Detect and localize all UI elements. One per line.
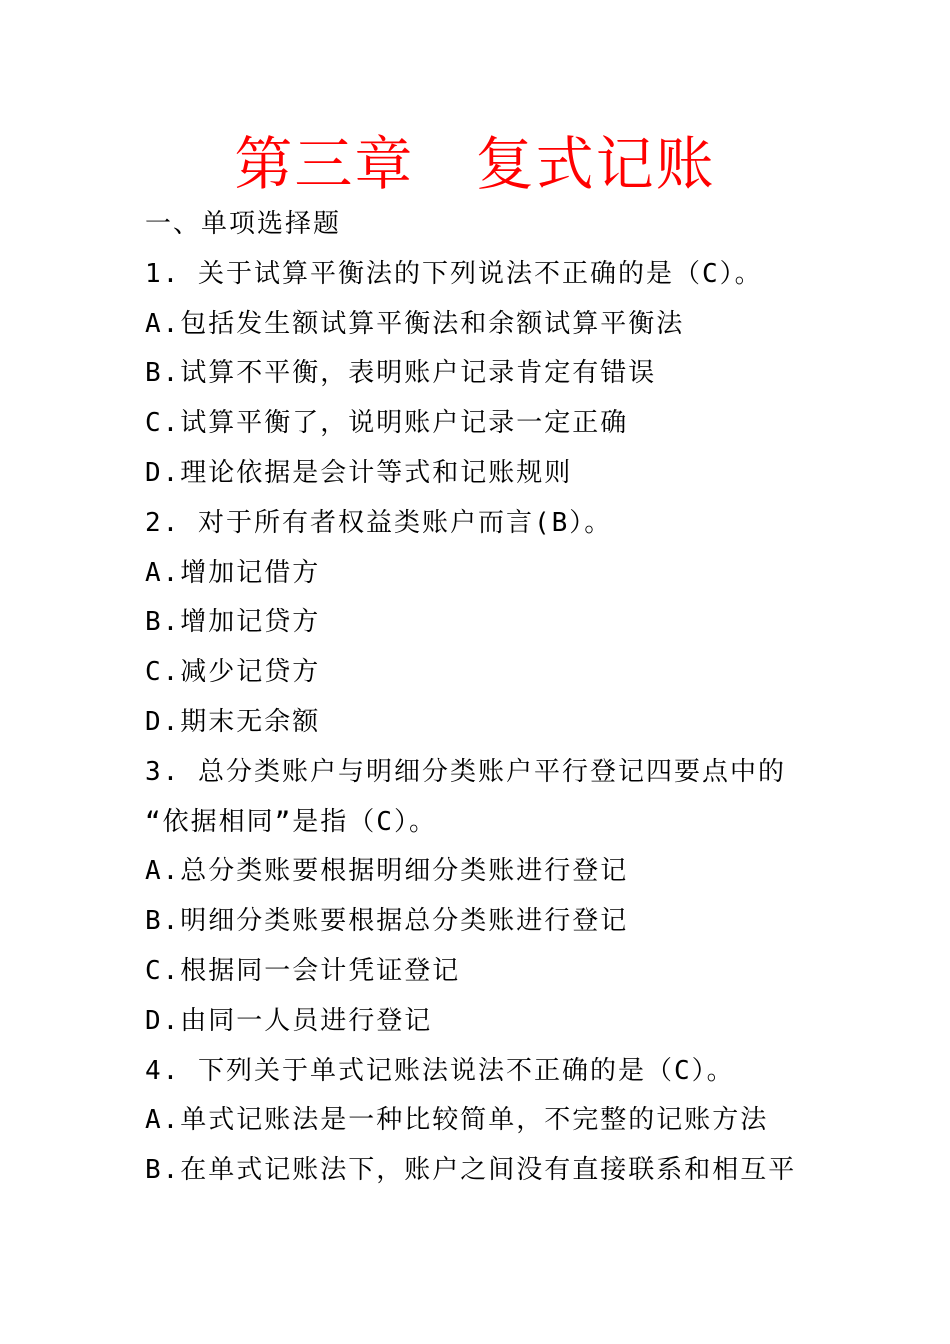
question-3-option-b: B.明细分类账要根据总分类账进行登记 [145, 906, 629, 937]
question-1-option-b: B.试算不平衡，表明账户记录肯定有错误 [145, 358, 657, 389]
question-1-option-a: A.包括发生额试算平衡法和余额试算平衡法 [145, 308, 685, 339]
question-2-option-d: D.期末无余额 [145, 706, 321, 737]
question-3-option-d: D.由同一人员进行登记 [145, 1005, 433, 1036]
section-heading: 一、单项选择题 [145, 209, 342, 239]
question-4-option-b: B.在单式记账法下，账户之间没有直接联系和相互平 [145, 1155, 797, 1186]
question-3-option-c: C.根据同一会计凭证登记 [145, 955, 461, 986]
question-list [145, 200, 825, 1196]
question-2-option-b: B.增加记贷方 [145, 607, 321, 638]
chapter-title: 第三章 复式记账 [234, 130, 716, 198]
question-2-option-a: A.增加记借方 [145, 557, 321, 588]
question-4-option-a: A.单式记账法是一种比较简单，不完整的记账方法 [145, 1105, 769, 1136]
question-1-option-c: C.试算平衡了，说明账户记录一定正确 [145, 408, 629, 439]
question-3-stem-line-1: 3. 总分类账户与明细分类账户平行登记四要点中的 [145, 756, 786, 787]
question-4-stem: 4. 下列关于单式记账法说法不正确的是（C）。 [145, 1055, 735, 1086]
question-1-option-d: D.理论依据是会计等式和记账规则 [145, 457, 573, 488]
question-1-stem: 1. 关于试算平衡法的下列说法不正确的是（C）。 [145, 258, 763, 289]
question-2-option-c: C.减少记贷方 [145, 657, 321, 688]
question-3-option-a: A.总分类账要根据明细分类账进行登记 [145, 856, 629, 887]
question-2-stem: 2. 对于所有者权益类账户而言(B）。 [145, 507, 613, 538]
question-3-stem-line-2: “依据相同”是指（C）。 [145, 806, 437, 837]
